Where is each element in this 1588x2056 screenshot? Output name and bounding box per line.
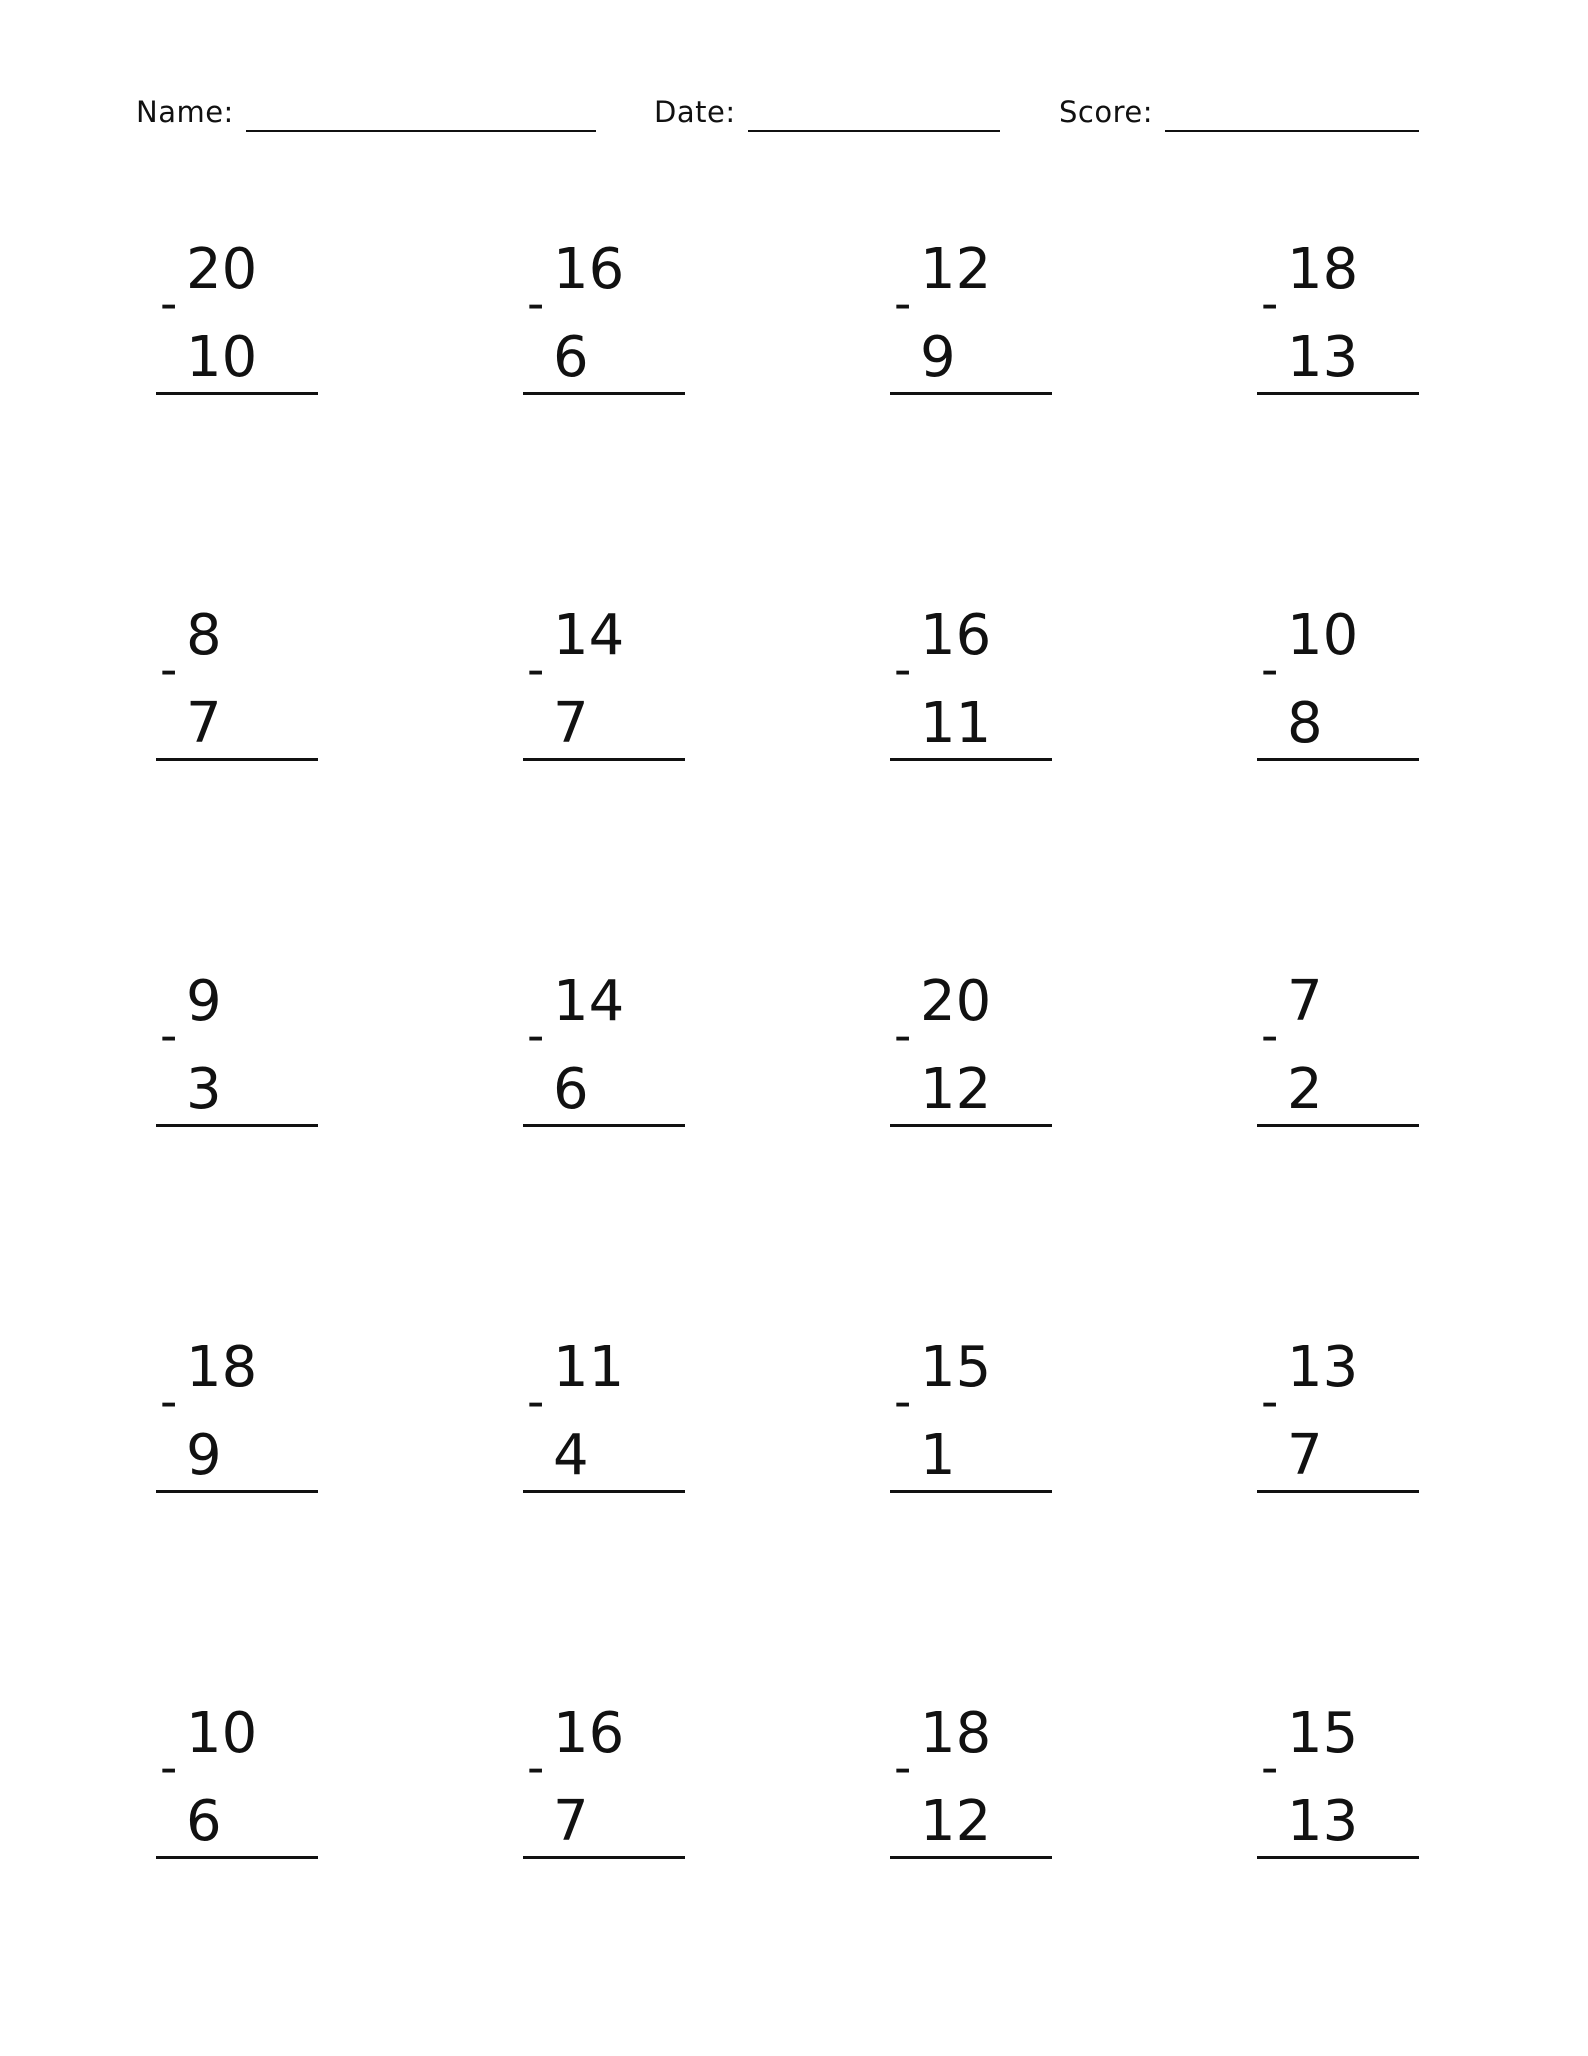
answer-line[interactable]	[156, 758, 318, 761]
subtraction-problem	[156, 1692, 320, 1872]
subtrahend: 9	[186, 1423, 222, 1488]
subtraction-problem	[156, 1326, 320, 1506]
answer-line[interactable]	[156, 1490, 318, 1493]
minus-sign: -	[894, 1008, 912, 1064]
subtraction-problem	[1257, 594, 1421, 774]
minuend: 11	[553, 1335, 625, 1400]
minuend: 20	[186, 237, 258, 302]
minuend: 18	[1287, 237, 1359, 302]
minus-sign: -	[894, 642, 912, 698]
subtraction-problem	[890, 228, 1054, 408]
subtrahend: 13	[1287, 1789, 1359, 1854]
subtraction-problem	[1257, 1326, 1421, 1506]
answer-line[interactable]	[156, 392, 318, 395]
worksheet-header	[0, 92, 1588, 142]
subtraction-problem	[1257, 228, 1421, 408]
answer-line[interactable]	[1257, 1490, 1419, 1493]
subtraction-problem	[523, 228, 687, 408]
answer-line[interactable]	[1257, 1856, 1419, 1859]
minuend: 16	[553, 1701, 625, 1766]
subtrahend: 7	[186, 691, 222, 756]
subtraction-problem	[1257, 1692, 1421, 1872]
name-blank[interactable]	[246, 94, 596, 132]
subtraction-problem	[890, 1692, 1054, 1872]
answer-line[interactable]	[156, 1856, 318, 1859]
subtraction-problem	[890, 594, 1054, 774]
minus-sign: -	[1261, 1740, 1279, 1796]
minus-sign: -	[160, 642, 178, 698]
answer-line[interactable]	[523, 758, 685, 761]
subtrahend: 12	[920, 1057, 992, 1122]
minus-sign: -	[527, 1740, 545, 1796]
answer-line[interactable]	[1257, 392, 1419, 395]
subtraction-problem	[156, 594, 320, 774]
subtraction-problem	[890, 960, 1054, 1140]
date-field	[654, 92, 1000, 132]
minus-sign: -	[527, 1008, 545, 1064]
minus-sign: -	[1261, 1008, 1279, 1064]
answer-line[interactable]	[890, 1490, 1052, 1493]
subtrahend: 6	[553, 325, 589, 390]
answer-line[interactable]	[1257, 758, 1419, 761]
problem-grid	[156, 228, 1476, 1888]
name-field	[136, 92, 596, 132]
minuend: 15	[1287, 1701, 1359, 1766]
minus-sign: -	[1261, 642, 1279, 698]
minuend: 14	[553, 603, 625, 668]
answer-line[interactable]	[523, 392, 685, 395]
date-label: Date:	[654, 95, 736, 129]
minus-sign: -	[1261, 1374, 1279, 1430]
minus-sign: -	[527, 276, 545, 332]
minuend: 16	[920, 603, 992, 668]
answer-line[interactable]	[523, 1856, 685, 1859]
subtraction-problem	[890, 1326, 1054, 1506]
answer-line[interactable]	[523, 1124, 685, 1127]
subtrahend: 6	[186, 1789, 222, 1854]
minus-sign: -	[894, 276, 912, 332]
subtrahend: 2	[1287, 1057, 1323, 1122]
answer-line[interactable]	[890, 1856, 1052, 1859]
minuend: 15	[920, 1335, 992, 1400]
minuend: 7	[1287, 969, 1323, 1034]
minus-sign: -	[160, 1008, 178, 1064]
answer-line[interactable]	[1257, 1124, 1419, 1127]
subtrahend: 7	[553, 1789, 589, 1854]
minus-sign: -	[160, 1374, 178, 1430]
minus-sign: -	[1261, 276, 1279, 332]
answer-line[interactable]	[890, 758, 1052, 761]
minus-sign: -	[160, 1740, 178, 1796]
subtraction-problem	[156, 228, 320, 408]
score-blank[interactable]	[1165, 94, 1419, 132]
answer-line[interactable]	[156, 1124, 318, 1127]
subtrahend: 4	[553, 1423, 589, 1488]
subtraction-problem	[1257, 960, 1421, 1140]
subtrahend: 7	[553, 691, 589, 756]
minuend: 10	[1287, 603, 1359, 668]
subtrahend: 10	[186, 325, 258, 390]
subtrahend: 3	[186, 1057, 222, 1122]
subtrahend: 12	[920, 1789, 992, 1854]
minuend: 14	[553, 969, 625, 1034]
answer-line[interactable]	[523, 1490, 685, 1493]
name-label: Name:	[136, 95, 234, 129]
subtrahend: 13	[1287, 325, 1359, 390]
minuend: 18	[186, 1335, 258, 1400]
minuend: 13	[1287, 1335, 1359, 1400]
score-field	[1059, 92, 1419, 132]
subtraction-problem	[523, 1692, 687, 1872]
minus-sign: -	[160, 276, 178, 332]
subtrahend: 11	[920, 691, 992, 756]
minus-sign: -	[894, 1374, 912, 1430]
subtraction-problem	[523, 1326, 687, 1506]
minuend: 8	[186, 603, 222, 668]
minuend: 16	[553, 237, 625, 302]
answer-line[interactable]	[890, 392, 1052, 395]
answer-line[interactable]	[890, 1124, 1052, 1127]
minuend: 9	[186, 969, 222, 1034]
subtrahend: 6	[553, 1057, 589, 1122]
minuend: 10	[186, 1701, 258, 1766]
subtraction-problem	[156, 960, 320, 1140]
minus-sign: -	[527, 1374, 545, 1430]
minus-sign: -	[894, 1740, 912, 1796]
minuend: 20	[920, 969, 992, 1034]
subtraction-problem	[523, 594, 687, 774]
score-label: Score:	[1059, 95, 1153, 129]
subtraction-problem	[523, 960, 687, 1140]
subtrahend: 1	[920, 1423, 956, 1488]
minuend: 18	[920, 1701, 992, 1766]
subtrahend: 7	[1287, 1423, 1323, 1488]
minuend: 12	[920, 237, 992, 302]
minus-sign: -	[527, 642, 545, 698]
subtrahend: 8	[1287, 691, 1323, 756]
date-blank[interactable]	[748, 94, 1000, 132]
subtrahend: 9	[920, 325, 956, 390]
